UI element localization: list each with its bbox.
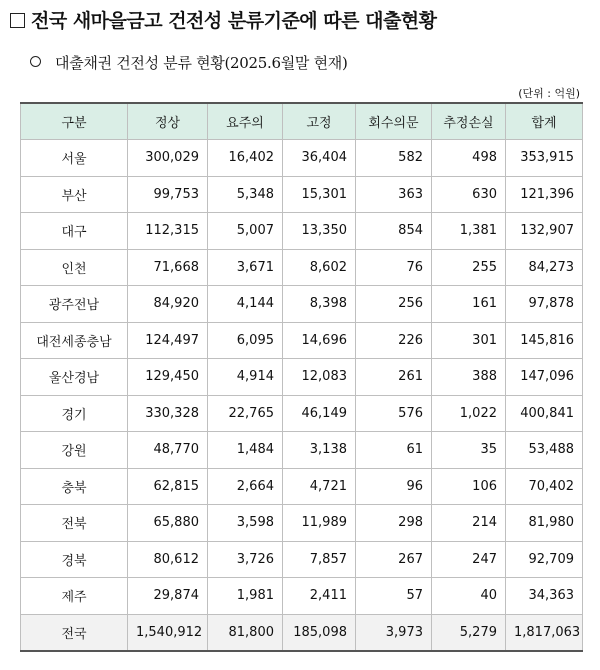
value-cell: 36,404 — [283, 140, 356, 177]
value-cell: 8,398 — [283, 286, 356, 323]
total-value-cell: 185,098 — [283, 614, 356, 651]
column-header: 회수의문 — [356, 103, 432, 140]
value-cell: 16,402 — [208, 140, 283, 177]
value-cell: 5,348 — [208, 176, 283, 213]
region-cell: 경북 — [21, 541, 128, 578]
region-cell: 전북 — [21, 505, 128, 542]
region-cell: 경기 — [21, 395, 128, 432]
value-cell: 2,411 — [283, 578, 356, 615]
column-header: 추정손실 — [432, 103, 506, 140]
value-cell: 80,612 — [128, 541, 208, 578]
value-cell: 121,396 — [506, 176, 583, 213]
value-cell: 582 — [356, 140, 432, 177]
value-cell: 57 — [356, 578, 432, 615]
table-header-row — [21, 103, 583, 140]
table-row — [21, 213, 583, 250]
table-row — [21, 140, 583, 177]
value-cell: 4,721 — [283, 468, 356, 505]
value-cell: 65,880 — [128, 505, 208, 542]
region-cell: 충북 — [21, 468, 128, 505]
circle-bullet-icon — [30, 56, 41, 67]
value-cell: 76 — [356, 249, 432, 286]
region-cell: 대전세종충남 — [21, 322, 128, 359]
value-cell: 35 — [432, 432, 506, 469]
value-cell: 8,602 — [283, 249, 356, 286]
value-cell: 3,726 — [208, 541, 283, 578]
table-row — [21, 468, 583, 505]
value-cell: 630 — [432, 176, 506, 213]
total-value-cell: 5,279 — [432, 614, 506, 651]
value-cell: 267 — [356, 541, 432, 578]
value-cell: 147,096 — [506, 359, 583, 396]
region-cell: 서울 — [21, 140, 128, 177]
value-cell: 330,328 — [128, 395, 208, 432]
table-row — [21, 395, 583, 432]
value-cell: 15,301 — [283, 176, 356, 213]
value-cell: 22,765 — [208, 395, 283, 432]
value-cell: 363 — [356, 176, 432, 213]
value-cell: 576 — [356, 395, 432, 432]
unit-note: (단위 : 억원) — [518, 87, 580, 100]
value-cell: 300,029 — [128, 140, 208, 177]
region-cell: 대구 — [21, 213, 128, 250]
value-cell: 498 — [432, 140, 506, 177]
value-cell: 29,874 — [128, 578, 208, 615]
value-cell: 84,920 — [128, 286, 208, 323]
document-title — [10, 6, 437, 33]
value-cell: 247 — [432, 541, 506, 578]
table-body — [21, 140, 583, 651]
table-row — [21, 578, 583, 615]
value-cell: 106 — [432, 468, 506, 505]
value-cell: 70,402 — [506, 468, 583, 505]
value-cell: 1,022 — [432, 395, 506, 432]
value-cell: 112,315 — [128, 213, 208, 250]
value-cell: 7,857 — [283, 541, 356, 578]
value-cell: 11,989 — [283, 505, 356, 542]
region-cell: 울산경남 — [21, 359, 128, 396]
table-row — [21, 322, 583, 359]
total-label-cell: 전국 — [21, 614, 128, 651]
value-cell: 2,664 — [208, 468, 283, 505]
value-cell: 96 — [356, 468, 432, 505]
column-header: 요주의 — [208, 103, 283, 140]
region-cell: 인천 — [21, 249, 128, 286]
total-value-cell: 1,540,912 — [128, 614, 208, 651]
value-cell: 132,907 — [506, 213, 583, 250]
value-cell: 214 — [432, 505, 506, 542]
subtitle-text: 대출채권 건전성 분류 현황(2025.6월말 현재) — [55, 54, 348, 72]
value-cell: 301 — [432, 322, 506, 359]
value-cell: 1,381 — [432, 213, 506, 250]
value-cell: 97,878 — [506, 286, 583, 323]
value-cell: 92,709 — [506, 541, 583, 578]
value-cell: 3,598 — [208, 505, 283, 542]
value-cell: 62,815 — [128, 468, 208, 505]
region-cell: 제주 — [21, 578, 128, 615]
value-cell: 40 — [432, 578, 506, 615]
value-cell: 46,149 — [283, 395, 356, 432]
value-cell: 3,138 — [283, 432, 356, 469]
value-cell: 400,841 — [506, 395, 583, 432]
value-cell: 255 — [432, 249, 506, 286]
total-value-cell: 1,817,063 — [506, 614, 583, 651]
value-cell: 6,095 — [208, 322, 283, 359]
value-cell: 1,484 — [208, 432, 283, 469]
value-cell: 353,915 — [506, 140, 583, 177]
value-cell: 81,980 — [506, 505, 583, 542]
region-cell: 강원 — [21, 432, 128, 469]
table-row — [21, 176, 583, 213]
value-cell: 12,083 — [283, 359, 356, 396]
total-value-cell: 81,800 — [208, 614, 283, 651]
loan-status-table — [20, 102, 583, 652]
total-value-cell: 3,973 — [356, 614, 432, 651]
value-cell: 261 — [356, 359, 432, 396]
value-cell: 4,144 — [208, 286, 283, 323]
value-cell: 388 — [432, 359, 506, 396]
table-row — [21, 249, 583, 286]
value-cell: 14,696 — [283, 322, 356, 359]
value-cell: 298 — [356, 505, 432, 542]
value-cell: 99,753 — [128, 176, 208, 213]
value-cell: 61 — [356, 432, 432, 469]
region-cell: 부산 — [21, 176, 128, 213]
value-cell: 4,914 — [208, 359, 283, 396]
table-row — [21, 541, 583, 578]
table-row — [21, 359, 583, 396]
column-header: 합계 — [506, 103, 583, 140]
region-cell: 광주전남 — [21, 286, 128, 323]
column-header: 정상 — [128, 103, 208, 140]
value-cell: 129,450 — [128, 359, 208, 396]
value-cell: 13,350 — [283, 213, 356, 250]
table-row — [21, 505, 583, 542]
value-cell: 226 — [356, 322, 432, 359]
value-cell: 1,981 — [208, 578, 283, 615]
value-cell: 145,816 — [506, 322, 583, 359]
value-cell: 53,488 — [506, 432, 583, 469]
value-cell: 71,668 — [128, 249, 208, 286]
value-cell: 5,007 — [208, 213, 283, 250]
table-row — [21, 286, 583, 323]
value-cell: 124,497 — [128, 322, 208, 359]
checkbox-square-icon — [10, 13, 25, 28]
value-cell: 48,770 — [128, 432, 208, 469]
total-row — [21, 614, 583, 651]
value-cell: 161 — [432, 286, 506, 323]
value-cell: 84,273 — [506, 249, 583, 286]
title-text: 전국 새마을금고 건전성 분류기준에 따른 대출현황 — [31, 10, 437, 32]
column-header: 고정 — [283, 103, 356, 140]
value-cell: 34,363 — [506, 578, 583, 615]
section-subtitle — [30, 52, 348, 73]
value-cell: 854 — [356, 213, 432, 250]
table-row — [21, 432, 583, 469]
value-cell: 256 — [356, 286, 432, 323]
value-cell: 3,671 — [208, 249, 283, 286]
column-header: 구분 — [21, 103, 128, 140]
